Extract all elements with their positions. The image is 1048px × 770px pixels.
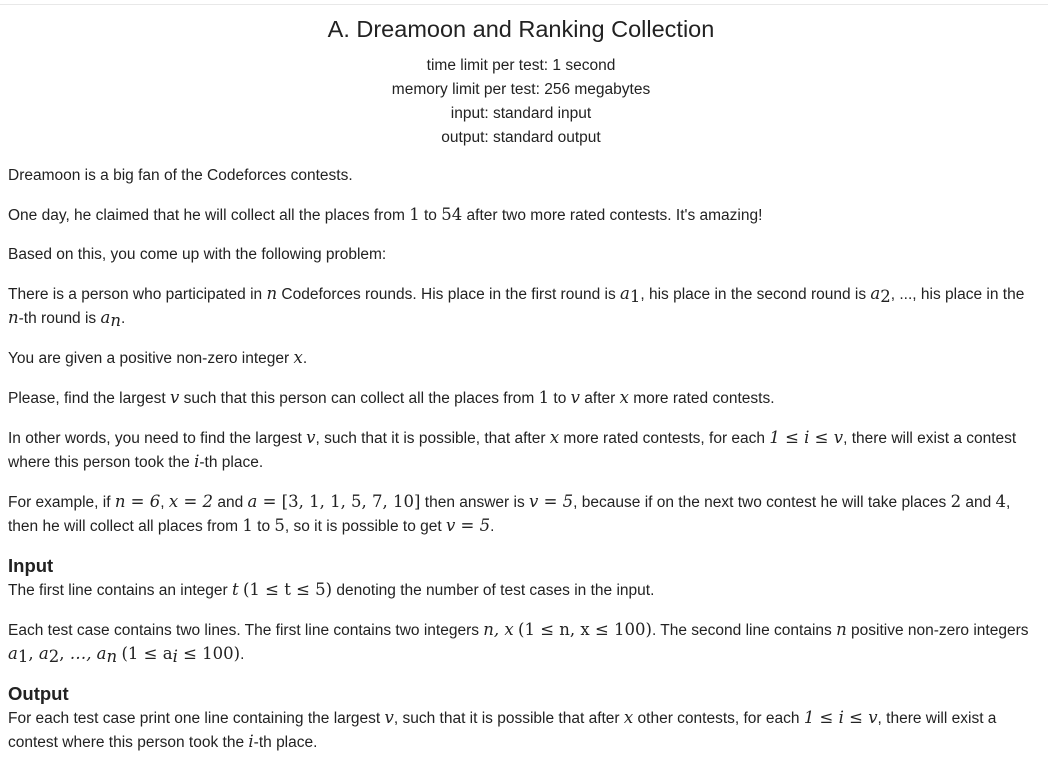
- legend-paragraph-8: For example, if n = 6, x = 2 and a = [3, 1, 1, 5, 7, 10] then answer is v = 5, because if on the next two contest he will take places 2 and 4, then he will collect all places from 1 to 5, so it is possible to get v = 5.: [8, 492, 1011, 535]
- memory-limit: memory limit per test: 256 megabytes: [391, 81, 651, 98]
- problem-statement: [8, 164, 1040, 770]
- legend-paragraph-6: Please, find the largest v such that this person can collect all the places from 1 to v after x more rated contests.: [8, 388, 775, 407]
- legend-paragraph-7: In other words, you need to find the largest v, such that it is possible, that after x more rated contests, for each 1 ≤ i ≤ v, there will exist a contest where this person took the i-th place.: [8, 428, 1017, 471]
- legend-paragraph-2: One day, he claimed that he will collect all the places from 1 to 54 after two more rated contests. It's amazing!: [8, 205, 763, 224]
- legend-paragraph-3: Based on this, you come up with the following problem:: [8, 246, 387, 263]
- output-paragraph-1: For each test case print one line containing the largest v, such that it is possible that after x other contests, for each 1 ≤ i ≤ v, there will exist a contest where this person took the i-th place.: [8, 708, 997, 751]
- output-heading: Output: [8, 683, 69, 704]
- top-divider: [0, 4, 1048, 5]
- input-heading: Input: [8, 555, 54, 576]
- legend-paragraph-5: You are given a positive non-zero integer x.: [8, 348, 308, 367]
- input-paragraph-1: The first line contains an integer t (1 ≤ t ≤ 5) denoting the number of test cases in the input.: [8, 580, 655, 599]
- input-paragraph-2: Each test case contains two lines. The first line contains two integers n, x (1 ≤ n, x ≤ 100). The second line contains n positive non-zero integers $a_1$, $a_2$, …, $a_n$ $(1 \le a_i \le 100)$.: [8, 620, 1029, 666]
- input-spec: input: standard input: [450, 105, 592, 122]
- problem-title: A. Dreamoon and Ranking Collection: [327, 16, 715, 42]
- legend-paragraph-4: There is a person who participated in n Codeforces rounds. His place in the first round is $a_1$, his place in the second round is $a_2$, ..., his place in the n-th round is $a_n$.: [8, 284, 1025, 330]
- legend-paragraph-1: Dreamoon is a big fan of the Codeforces contests.: [8, 167, 353, 184]
- time-limit: time limit per test: 1 second: [426, 57, 616, 74]
- problem-header: [0, 14, 1042, 150]
- output-spec: output: standard output: [441, 129, 601, 146]
